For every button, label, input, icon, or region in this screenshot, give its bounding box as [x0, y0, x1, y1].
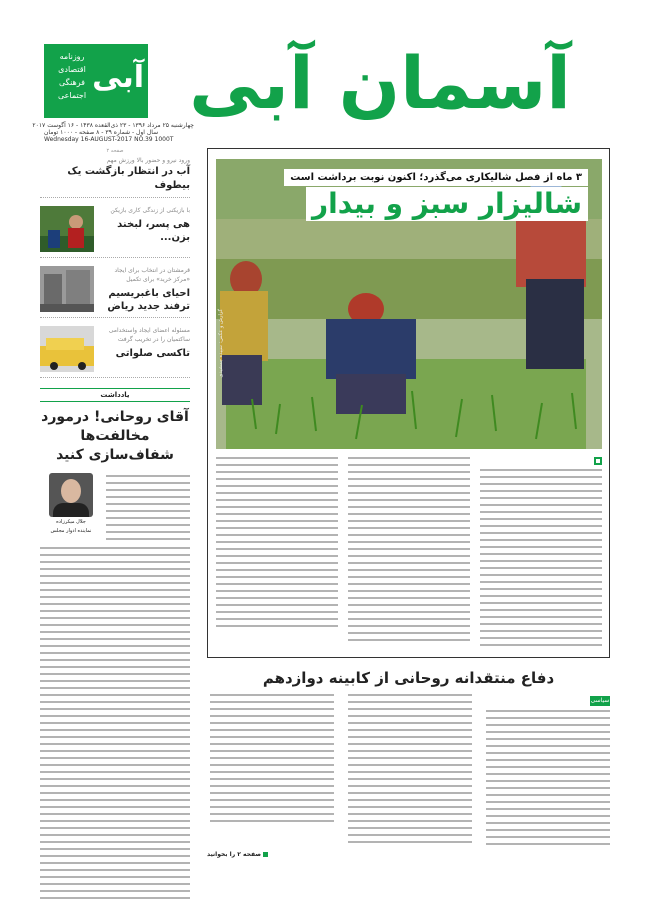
article-column	[486, 694, 610, 854]
masthead	[32, 40, 610, 143]
article-column	[216, 457, 338, 647]
issue-fa: سال اول - شماره ۳۹ - ۸ صفحه - ۱۰۰۰ تومان	[44, 129, 159, 136]
photo-credit: گزارش و عکس: سپیده جمشیدی	[218, 309, 224, 378]
teaser-thumbnail	[40, 266, 94, 312]
opinion-title[interactable]: آقای روحانی! درمورد مخالفت‌ها شفاف‌سازی کنید	[41, 409, 189, 463]
teaser-item[interactable]: مسئوله اعضای ایجاد واستخدامی ساکتمیان را در تخریب گرفت تاکسی صلواتی	[40, 324, 190, 378]
top-teaser[interactable]: ورود نیرو و حضور بالا ورزش مهم آب در انتظار بازگشت یک بیطوف	[40, 156, 190, 198]
opinion-body	[40, 471, 190, 902]
author-role: نماینده ادوار مجلس	[50, 528, 92, 534]
author-photo	[49, 473, 93, 517]
page-reference: صفحه ۲	[106, 148, 124, 154]
masthead-logo: آبی	[92, 60, 144, 95]
bottom-article	[207, 694, 610, 862]
continued-link[interactable]: صفحه ۲ را بخوانید	[207, 851, 268, 858]
article-column	[480, 457, 602, 647]
masthead-logo-block	[44, 44, 148, 118]
author-box	[40, 473, 102, 547]
masthead-tagline: روزنامه اقتصادی فرهنگی اجتماعی	[57, 52, 87, 100]
article-column	[210, 694, 334, 854]
date-en: Wednesday 16-AUGUST-2017 NO.39 1000T	[44, 136, 174, 143]
feature-headline[interactable]: شالیزار سبز و بیدار	[306, 187, 588, 221]
section-badge: سیاسی	[590, 697, 610, 704]
main-feature	[207, 148, 610, 658]
newspaper-title: آسمان آبی	[189, 41, 571, 125]
bottom-article-title[interactable]: دفاع منتقدانه روحانی از کابینه دوازدهم	[262, 669, 555, 687]
article-column	[348, 457, 470, 647]
teaser-item[interactable]: قرمشتان در انتخاب برای ایجاد «مرکز خرید» برای تکمیل احیای باغبریسیم ترفند جدید ریاض	[40, 264, 190, 318]
opinion-text-lines	[106, 475, 190, 545]
teaser-thumbnail	[40, 326, 94, 372]
teaser-thumbnail	[40, 206, 94, 252]
opinion-section-label: یادداشت	[40, 388, 190, 402]
feature-kicker: ۳ ماه از فصل شالیکاری می‌گذرد؛ اکنون نوبت برداشت است	[284, 169, 588, 186]
teaser-item[interactable]: با بازیکنی از زندگی کاری بازیکن هی پسر، لبخند بزن...	[40, 204, 190, 258]
author-name: جلال میکرزاده	[56, 519, 86, 525]
feature-article	[216, 457, 602, 651]
date-fa: چهارشنبه ۲۵ مرداد ۱۳۹۶ - ۲۳ ذی‌القعده ۱۴۳۸ - ۱۶ آگوست ۲۰۱۷	[32, 122, 194, 129]
masthead-dateline	[32, 122, 610, 143]
left-column	[40, 148, 190, 888]
article-column	[348, 694, 472, 854]
opinion-text-lines	[40, 547, 190, 902]
feature-photo	[216, 159, 602, 449]
